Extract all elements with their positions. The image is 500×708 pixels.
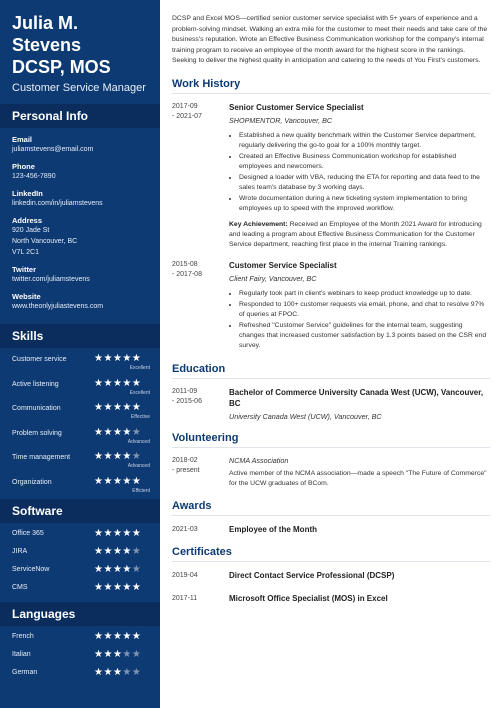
- job-body: [229, 260, 490, 352]
- skill-rating: [94, 378, 141, 389]
- skill-level: Effective: [130, 414, 150, 420]
- software-rating: [94, 528, 141, 539]
- software-rating: [94, 564, 141, 575]
- info-value-website: www.theonlyjuliastevens.com: [12, 303, 104, 310]
- certificate-date: 2017-11: [172, 594, 198, 602]
- languages-star-icon: ★: [94, 667, 104, 678]
- education-school: University Canada West (UCW), Vancouver, BC: [229, 411, 382, 421]
- languages-rating: [94, 649, 141, 660]
- software-rating: [94, 546, 141, 557]
- software-star-icon: ★: [131, 564, 142, 575]
- skill-star-icon: ★: [103, 353, 113, 364]
- work-history-list: [172, 102, 490, 352]
- languages-star-icon: ★: [122, 649, 132, 660]
- skill-rating: [94, 353, 141, 364]
- languages-row: [0, 665, 160, 683]
- software-star-icon: ★: [94, 528, 104, 539]
- skill-star-icon: ★: [131, 377, 142, 389]
- certificate-entry: [172, 593, 490, 604]
- key-achievement-text: Received an Employee of the Month 2021 Award for introducing and leading a program about Effective Business Communication for the Customer Service department, reaching first place in the internal Training rankings.: [229, 220, 482, 248]
- skill-star-icon: ★: [112, 475, 123, 487]
- languages-star-icon: ★: [122, 631, 132, 642]
- info-label-linkedin: LinkedIn: [12, 189, 43, 198]
- software-star-icon: ★: [103, 546, 113, 557]
- skill-name: Customer service: [12, 356, 67, 363]
- main-content: [160, 0, 500, 708]
- languages-name: French: [12, 633, 34, 640]
- skill-star-icon: ★: [122, 426, 132, 438]
- skill-row: [0, 473, 160, 498]
- education-heading: Education: [172, 360, 490, 379]
- skill-rating: [94, 451, 141, 462]
- volunteering-date-end: - present: [172, 466, 200, 474]
- info-value-address: 920 Jade St: [12, 227, 50, 234]
- volunteering-text: Active member of the NCMA association—made a speech "The Future of Commerce" for the UCW graduates of BCom.: [229, 469, 487, 487]
- skill-star-icon: ★: [94, 475, 104, 487]
- job-date-start: 2015-08: [172, 260, 198, 268]
- job-position: Senior Customer Service Specialist: [229, 102, 364, 112]
- skill-row: [0, 424, 160, 449]
- job-bullet: • Established a new quality benchmark within the Customer Service department, regularly delivering the go-to goal for a 100% monthly target.: [239, 131, 490, 151]
- info-value-address: North Vancouver, BC: [12, 238, 78, 245]
- software-star-icon: ★: [94, 564, 104, 575]
- certificate-entry: [172, 570, 490, 581]
- job-date: [172, 260, 229, 352]
- certificates-heading: Certificates: [172, 543, 490, 562]
- skill-star-icon: ★: [94, 353, 104, 364]
- job-date-start: 2017-09: [172, 102, 198, 110]
- job-body: [229, 102, 490, 250]
- job-bullet: • Refreshed "Customer Service" guidelines for the internal team, suggesting changes that increased customer satisfaction by 1.3 points based on the CSR end survey.: [239, 321, 490, 351]
- job-entry: [172, 102, 490, 250]
- software-star-icon: ★: [122, 546, 132, 557]
- skill-star-icon: ★: [122, 377, 132, 389]
- software-star-icon: ★: [103, 564, 113, 575]
- info-value-linkedin: linkedin.com/in/juliamstevens: [12, 200, 103, 207]
- skill-level: Efficient: [132, 487, 150, 494]
- education-degree: Bachelor of Commerce University Canada West (UCW), Vancouver, BC: [229, 387, 484, 408]
- skill-row: [0, 375, 160, 400]
- award-entry: [172, 524, 490, 535]
- info-value-address: V7L 2C1: [12, 249, 39, 256]
- software-name: ServiceNow: [12, 566, 50, 573]
- software-star-icon: ★: [112, 528, 123, 539]
- software-star-icon: ★: [122, 582, 132, 593]
- software-row: [0, 562, 160, 580]
- languages-star-icon: ★: [94, 631, 104, 642]
- info-label-email: Email: [12, 135, 33, 144]
- skills-list: [0, 348, 160, 497]
- software-name: CMS: [12, 584, 28, 591]
- info-value-email: juliamstevens@email.com: [12, 146, 94, 153]
- education-date-start: 2011-09: [172, 387, 198, 395]
- skill-name: Active listening: [12, 380, 59, 388]
- name-line-1: Julia M. Stevens: [12, 13, 82, 55]
- skill-star-icon: ★: [103, 402, 113, 413]
- languages-star-icon: ★: [103, 649, 113, 660]
- skills-heading: Skills: [0, 324, 160, 348]
- skill-star-icon: ★: [112, 353, 123, 364]
- job-company: Client Fairy, Vancouver, BC: [229, 273, 317, 283]
- skill-star-icon: ★: [112, 402, 123, 413]
- software-star-icon: ★: [94, 582, 104, 593]
- skill-name: Communication: [12, 405, 61, 412]
- languages-star-icon: ★: [112, 667, 123, 678]
- software-star-icon: ★: [112, 546, 123, 557]
- skill-star-icon: ★: [131, 426, 142, 438]
- work-history-heading: Work History: [172, 75, 490, 94]
- languages-name: German: [12, 669, 38, 676]
- skill-star-icon: ★: [103, 475, 113, 487]
- languages-star-icon: ★: [112, 649, 123, 660]
- volunteering-date-start: 2018-02: [172, 456, 198, 464]
- software-rating: [94, 582, 141, 593]
- skill-star-icon: ★: [122, 353, 132, 364]
- software-star-icon: ★: [112, 564, 123, 575]
- volunteering-heading: Volunteering: [172, 429, 490, 448]
- certificates-list: [172, 570, 490, 604]
- skill-level: Excellent: [129, 365, 150, 371]
- candidate-name: [0, 0, 160, 78]
- education-date-end: - 2015-06: [172, 397, 202, 405]
- info-label-phone: Phone: [12, 162, 35, 171]
- info-label-address: Address: [12, 216, 43, 225]
- job-date-end: - 2017-08: [172, 270, 202, 278]
- info-label-twitter: Twitter: [12, 265, 37, 274]
- software-star-icon: ★: [131, 582, 142, 593]
- skill-star-icon: ★: [112, 426, 123, 438]
- sidebar: [0, 0, 160, 708]
- skill-star-icon: ★: [103, 451, 113, 462]
- software-star-icon: ★: [122, 528, 132, 539]
- software-list: [0, 523, 160, 598]
- software-heading: Software: [0, 499, 160, 523]
- skill-level: Advanced: [127, 463, 150, 469]
- software-star-icon: ★: [131, 546, 142, 557]
- software-name: Office 365: [12, 530, 44, 537]
- skill-rating: [94, 476, 141, 487]
- certificate-body: [229, 593, 490, 604]
- skill-row: [0, 350, 160, 375]
- software-name: JIRA: [12, 548, 28, 555]
- software-star-icon: ★: [131, 528, 142, 539]
- personal-info-heading: Personal Info: [0, 104, 160, 128]
- languages-star-icon: ★: [103, 631, 113, 642]
- languages-star-icon: ★: [131, 649, 142, 660]
- languages-name: Italian: [12, 651, 31, 658]
- job-bullets: [229, 131, 490, 214]
- languages-star-icon: ★: [131, 631, 142, 642]
- job-bullet: • Designed a loader with VBA, reducing the ETA for reporting and data feed to the sales team's database by 3 working days.: [239, 173, 490, 193]
- education-entry: [172, 387, 490, 421]
- languages-rating: [94, 631, 141, 642]
- job-entry: [172, 260, 490, 352]
- skill-rating: [94, 402, 141, 413]
- languages-star-icon: ★: [103, 667, 113, 678]
- skill-level: Advanced: [127, 438, 150, 445]
- skill-level: Excellent: [129, 389, 150, 396]
- languages-row: [0, 629, 160, 647]
- certificate-body: [229, 570, 490, 581]
- job-position: Customer Service Specialist: [229, 260, 337, 270]
- skill-star-icon: ★: [131, 402, 142, 413]
- job-company: SHOPMENTOR, Vancouver, BC: [229, 115, 333, 125]
- volunteering-entry: [172, 456, 490, 489]
- awards-heading: Awards: [172, 497, 490, 516]
- info-value-phone: 123-456-7890: [12, 173, 56, 180]
- volunteering-date: [172, 456, 229, 489]
- skill-star-icon: ★: [94, 377, 104, 389]
- personal-info-list: [0, 135, 160, 312]
- skill-star-icon: ★: [131, 475, 142, 487]
- software-star-icon: ★: [103, 582, 113, 593]
- name-line-2: DCSP, MOS: [12, 57, 111, 77]
- key-achievement: [229, 220, 490, 250]
- skill-row: [0, 448, 160, 473]
- software-star-icon: ★: [122, 564, 132, 575]
- skill-name: Time management: [12, 454, 71, 461]
- certificate-name: Direct Contact Service Professional (DCSP): [229, 570, 395, 580]
- skill-star-icon: ★: [131, 353, 142, 364]
- skill-star-icon: ★: [122, 475, 132, 487]
- languages-list: [0, 626, 160, 683]
- volunteering-org: NCMA Association: [229, 455, 289, 465]
- languages-star-icon: ★: [131, 667, 142, 678]
- skill-star-icon: ★: [112, 377, 123, 389]
- skill-name: Problem solving: [12, 429, 62, 437]
- key-achievement-label: Key Achievement:: [229, 220, 288, 228]
- job-bullets: [229, 289, 490, 351]
- skill-star-icon: ★: [103, 377, 113, 389]
- skill-star-icon: ★: [103, 426, 113, 438]
- info-value-twitter: twitter.com/juliamstevens: [12, 276, 90, 283]
- skill-row: [0, 399, 160, 424]
- languages-star-icon: ★: [122, 667, 132, 678]
- skill-star-icon: ★: [131, 451, 142, 462]
- skill-name: Organization: [12, 478, 52, 486]
- summary: DCSP and Excel MOS—certified senior customer service specialist with 5+ years of experience and a problem-solving mindset. Walking an extra mile for the customer to meet their needs and take care of the business's reputation. Wrote an Effective Business Communication workshop for the company's internal training program to receive an employee of the month award for the highest score in the rankings. Seeking to deliver the highest quality in anticipation and catering to the needs of You First's customers.: [172, 15, 488, 64]
- job-bullet: • Created an Effective Business Communication workshop for established employees and newcomers.: [239, 152, 490, 172]
- job-bullet: • Regularly took part in client's webinars to keep product knowledge up to date.: [239, 289, 490, 299]
- job-bullet: • Wrote documentation during a new ticketing system implementation to bring employees up to speed with the improved workflow.: [239, 194, 490, 214]
- skill-star-icon: ★: [122, 451, 132, 462]
- job-title: Customer Service Manager: [12, 82, 146, 94]
- software-row: [0, 526, 160, 544]
- certificate-date: 2019-04: [172, 571, 198, 579]
- award-name: Employee of the Month: [229, 524, 317, 534]
- software-row: [0, 544, 160, 562]
- skill-star-icon: ★: [94, 451, 104, 462]
- certificate-name: Microsoft Office Specialist (MOS) in Excel: [229, 593, 388, 603]
- info-label-website: Website: [12, 292, 41, 301]
- education-date: [172, 387, 229, 421]
- software-star-icon: ★: [112, 582, 123, 593]
- skill-rating: [94, 427, 141, 438]
- skill-star-icon: ★: [112, 451, 123, 462]
- languages-row: [0, 647, 160, 665]
- skill-star-icon: ★: [94, 402, 104, 413]
- job-date-end: - 2021-07: [172, 112, 202, 120]
- software-star-icon: ★: [94, 546, 104, 557]
- software-star-icon: ★: [103, 528, 113, 539]
- skill-star-icon: ★: [122, 402, 132, 413]
- job-bullet: • Responded to 100+ customer requests via email, phone, and chat to resolve 97% of queries at FPOC.: [239, 300, 490, 320]
- languages-heading: Languages: [0, 602, 160, 626]
- languages-rating: [94, 667, 141, 678]
- skill-star-icon: ★: [94, 426, 104, 438]
- software-row: [0, 580, 160, 598]
- languages-star-icon: ★: [112, 631, 123, 642]
- languages-star-icon: ★: [94, 649, 104, 660]
- award-date: 2021-03: [172, 525, 198, 533]
- job-date: [172, 102, 229, 250]
